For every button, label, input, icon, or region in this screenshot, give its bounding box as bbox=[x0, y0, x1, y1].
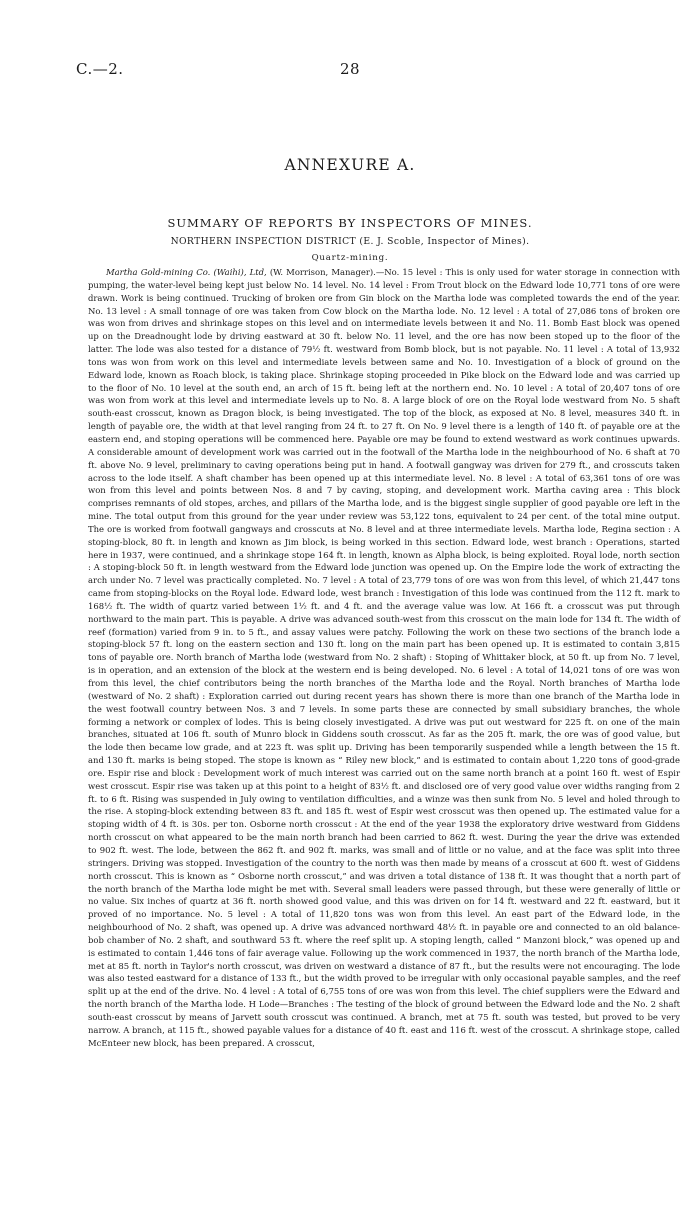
annexure-title: ANNEXURE A. bbox=[284, 156, 416, 174]
paragraph-text: (W. Morrison, Manager).—No. 15 level : This is only used for water storage in connection with pumping, the water-level being kept just below No. 14 level. No. 14 level : From Trout block on the Edward lode 10,771 tons of ore were drawn. Work is being continued. Trucking of broken ore from Gin block on the Martha lode was completed towards the end of the year. No. 13 level : A small tonnage of ore was taken from Cow block on the Martha lode. No. 12 level : A total of 27,086 tons of broken ore was won from drives and shrinkage stopes on this level and on intermediate levels between it and No. 11. Bomb East block was opened up on the Dreadnought lode by driving eastward at 30 ft. below No. 11 level, and the ore has now been stoped up to the floor of the latter. The lode was also tested for a distance of 79½ ft. westward from Bomb block, but is not payable. No. 11 level : A total of 13,932 tons was won from work on this level and intermediate levels between same and No. 10. Investigation of a block of ground on the Edward lode, known as Roach block, is taking place. Shrinkage stoping proceeded in Pike block on the Edward lode and was carried up to the floor of No. 10 level at the south end, an arch of 15 ft. being left at the northern end. No. 10 level : A total of 20,407 tons of ore was won from work at this level and intermediate levels up to No. 8. A large block of ore on the Royal lode westward from No. 5 shaft south-east crosscut, known as Dragon block, is being investigated. The top of the block, as exposed at No. 8 level, measures 340 ft. in length of payable ore, the width at that level ranging from 24 ft. to 27 ft. On No. 9 level there is a length of 140 ft. of payable ore at the eastern end, and stoping operations will be commenced here. Payable ore may be found to extend westward as work continues upwards. A considerable amount of development work was carried out in the footwall of the Martha lode in the neighbourhood of No. 6 shaft at 70 ft. above No. 9 level, preliminary to caving operations being put in hand. A footwall gangway was driven for 279 ft., and crosscuts taken across to the lode itself. A shaft chamber has been opened up at this intermediate level. No. 8 level : A total of 63,361 tons of ore was won from this level and points between Nos. 8 and 7 by caving, stoping, and development work. Martha caving area : This block comprises remnants of old stopes, arches, and pillars of the Martha lode, and is the biggest single supplier of good payable ore left in the mine. The total output from this ground for the year under review was 53,122 tons, equivalent to 24 per cent. of the total mine output. The ore is worked from footwall gangways and crosscuts at No. 8 level and at three intermediate levels. Martha lode, Regina section : A stoping-block, 80 ft. in length and known as Jim block, is being worked in this section. Edward lode, west branch : Operations, started here in 1937, were continued, and a shrinkage stope 164 ft. in length, known as Alpha block, is being exploited. Royal lode, north section : A stoping-block 50 ft. in length westward from the Edward lode junction was opened up. On the Empire lode the work of extracting the arch under No. 7 level was practically completed. No. 7 level : A total of 23,779 tons of ore was won from this level, of which 21,447 tons came from stoping-blocks on the Royal lode. Edward lode, west branch : Investigation of this lode was continued from the 112 ft. mark to 168½ ft. The width of quartz varied between 1½ ft. and 4 ft. and the average value was low. At 166 ft. a crosscut was put through northward to the main part. This is payable. A drive was advanced south-west from this crosscut on the main lode for 134 ft. The width of reef (formation) varied from 9 in. to 5 ft., and assay values were patchy. Following the work on these two sections of the branch lode a stoping-block 57 ft. long on the eastern section and 130 ft. long on the main part has been opened up. It is estimated to contain 3,815 tons of payable ore. North branch of Martha lode (westward from No. 2 shaft) : Stoping of Whittaker block, at 50 ft. up from No. 7 level, is in operation, and an extension of the block at the western end is being developed. No. 6 level : A total of 14,021 tons of ore was won from this level, the chief contributors being the north branches of the Martha lode and the Royal. North branches of Martha lode (westward of No. 2 shaft) : Exploration carried out during recent years has shown there is more than one branch of the Martha lode in the west footwall country between Nos. 3 and 7 levels. In some parts these are connected by small subsidiary branches, the whole forming a network or complex of lodes. This is being closely investigated. A drive was put out westward for 225 ft. on one of the main branches, situated at 106 ft. south of Munro block in Giddens south crosscut. As far as the 205 ft. mark, the ore was of good value, but the lode then became low grade, and at 223 ft. was split up. Driving has been temporarily suspended while a length between the 15 ft. and 130 ft. marks is being stoped. The stope is known as “ Riley new block,” and is estimated to contain about 1,220 tons of good-grade ore. Espir rise and block : Development work of much interest was carried out on the same north branch at a point 160 ft. west of Espir west crosscut. Espir rise was taken up at this point to a height of 83½ ft. and disclosed ore of very good value over widths ranging from 2 ft. to 6 ft. Rising was suspended in July owing to ventilation difficulties, and a winze was then sunk from No. 5 level and holed through to the rise. A stoping-block extending between 83 ft. and 185 ft. west of Espir west crosscut was then opened up. The estimated value for a stoping width of 4 ft. is 30s. per ton. Osborne north crosscut : At the end of the year 1938 the exploratory drive westward from Giddens north crosscut on what appeared to be the main north branch had been carried to 862 ft. west. During the year the drive was extended to 902 ft. west. The lode, between the 862 ft. and 902 ft. marks, was small and of little or no value, and at the face was split into three stringers. Driving was stopped. Investigation of the country to the north was then made by means of a crosscut at 600 ft. west of Giddens north crosscut. This is known as “ Osborne north crosscut,” and was driven a total distance of 138 ft. It was thought that a north part of the north branch of the Martha lode might be met with. Several small leaders were passed through, but these were generally of little or no value. Six inches of quartz at 36 ft. north showed good value, and this was driven on for 14 ft. westward and 22 ft. eastward, but it proved of no importance. No. 5 level : A total of 11,820 tons was won from this level. An east part of the Edward lode, in the neighbourhood of No. 2 shaft, was opened up. A drive was advanced northward 48½ ft. in payable ore and connected to an old balance-bob chamber of No. 2 shaft, and southward 53 ft. where the reef split up. A stoping length, called “ Manzoni block,” was opened up and is estimated to contain 1,446 tons of fair average value. Following up the work commenced in 1937, the north branch of the Martha lode, met at 85 ft. north in Taylor's north crosscut, was driven on westward a distance of 87 ft., but the results were not encouraging. The lode was also tested eastward for a distance of 133 ft., but the width proved to be irregular with only occasional payable samples, and the reef split up at the end of the drive. No. 4 level : A total of 6,755 tons of ore was won from this level. The chief suppliers were the Edward and the north branch of the Martha lode. H Lode—Branches : The testing of the block of ground between the Edward lode and the No. 2 shaft south-east crosscut by means of Jarvett south crosscut was continued. A branch, met at 75 ft. south was tested, but proved to be very narrow. A branch, at 115 ft., showed payable values for a distance of 40 ft. east and 116 ft. west of the crosscut. A shrinkage stope, called McEnteer new block, has been prepared. A crosscut, bbox=[88, 267, 681, 1048]
section-heading: Quartz-mining. bbox=[311, 253, 389, 263]
body-text bbox=[88, 266, 680, 1049]
district-heading: NORTHERN INSPECTION DISTRICT (E. J. Scoble, Inspector of Mines). bbox=[170, 236, 530, 247]
body-paragraph bbox=[88, 266, 680, 1049]
page-number: 28 bbox=[339, 60, 361, 78]
company-name: Martha Gold-mining Co. (Waihi), Ltd, bbox=[106, 267, 267, 277]
document-reference: C.—2. bbox=[76, 60, 124, 78]
summary-title: SUMMARY OF REPORTS BY INSPECTORS OF MINES. bbox=[167, 216, 533, 230]
